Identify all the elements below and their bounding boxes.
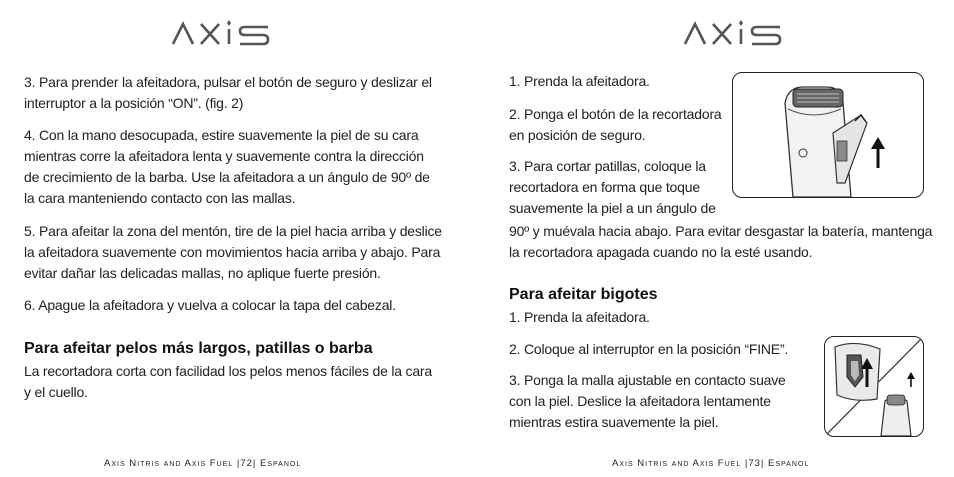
mustache-illustration	[824, 336, 924, 437]
mustache-step-3: 3. Ponga la malla ajustable en contacto suave con la piel. Deslice la afeitadora lentamente mientras estira suavemente la piel.	[509, 372, 786, 430]
trimmer-illustration	[732, 72, 924, 198]
page-footer: Axis Nitris and Axis Fuel |73| Espanol	[612, 458, 810, 469]
mustache-step-1: 1. Prenda la afeitadora.	[509, 309, 650, 325]
section-heading-mustache: Para afeitar bigotes	[509, 286, 658, 303]
axis-logo	[170, 19, 272, 47]
left-step-6: 6. Apague la afeitadora y vuelva a colocar la tapa del cabezal.	[24, 297, 396, 313]
section-heading-trimmer: Para afeitar pelos más largos, patillas o barba	[24, 340, 373, 357]
left-step-4: 4. Con la mano desocupada, estire suavemente la piel de su cara mientras corre la afeitadora lenta y suavemente contra la dirección de crecimiento de la barba. Use la afeitadora a un ángulo de 90º de la cara manteniendo contacto con las mallas.	[24, 127, 430, 206]
right-step-3-continued: 90º y muévala hacia abajo. Para evitar desgastar la batería, mantenga la recortadora apagada cuando no la esté usando.	[509, 223, 933, 260]
right-page	[477, 0, 954, 477]
section-text-trimmer: La recortadora corta con facilidad los pelos menos fáciles de la cara y el cuello.	[24, 363, 432, 400]
axis-logo	[682, 19, 784, 47]
right-step-2: 2. Ponga el botón de la recortadora en posición de seguro.	[509, 106, 722, 143]
page-footer: Axis Nitris and Axis Fuel |72| Espanol	[104, 458, 302, 469]
right-step-1: 1. Prenda la afeitadora.	[509, 73, 650, 89]
right-step-3: 3. Para cortar patillas, coloque la recortadora en forma que toque suavemente la piel a un ángulo de	[509, 158, 716, 216]
left-step-3: 3. Para prender la afeitadora, pulsar el botón de seguro y deslizar el interruptor a la posición “ON”. (fig. 2)	[24, 74, 432, 111]
left-step-5: 5. Para afeitar la zona del mentón, tire de la piel hacia arriba y deslice la afeitadora suavemente con movimientos hacia arriba y abajo. Para evitar dañar las delicadas mallas, no aplique fuerte presión.	[24, 223, 442, 281]
mustache-step-2: 2. Coloque al interruptor en la posición “FINE”.	[509, 341, 789, 357]
